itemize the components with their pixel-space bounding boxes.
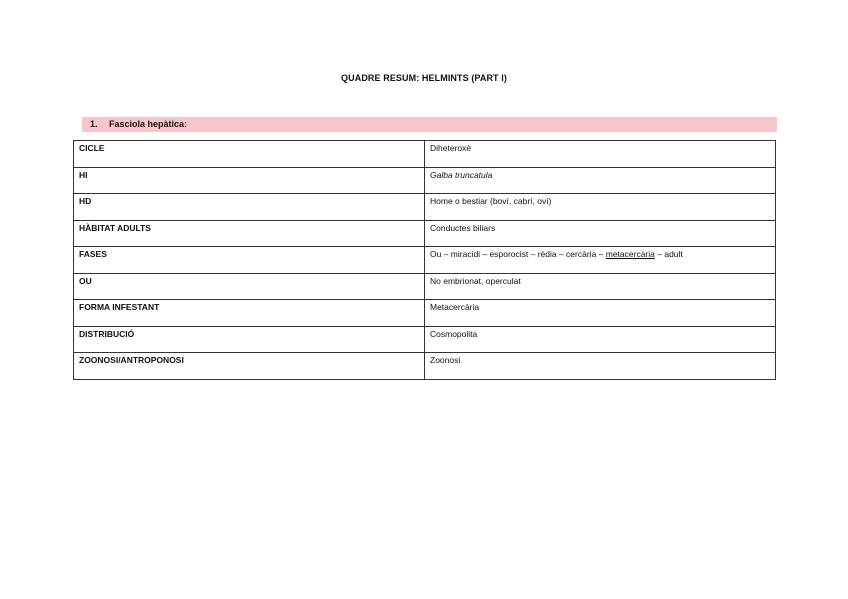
row-label-hi: HI — [74, 167, 425, 194]
table-row — [74, 167, 776, 194]
row-label-hd: HD — [74, 194, 425, 221]
row-value-zoonosi: Zoonosi — [425, 353, 776, 380]
row-label-distribucio: DISTRIBUCIÓ — [74, 326, 425, 353]
table-row — [74, 194, 776, 221]
row-value-forma-infestant: Metacercària — [425, 300, 776, 327]
table-row — [74, 273, 776, 300]
row-value-hi: Galba truncatula — [425, 167, 776, 194]
row-value-hd: Home o bestiar (boví, cabrí, oví) — [425, 194, 776, 221]
row-label-zoonosi: ZOONOSI/ANTROPONOSI — [74, 353, 425, 380]
fases-text-after: – adult — [654, 249, 683, 259]
section-title: Fasciola hepàtica: — [109, 119, 188, 129]
row-value-distribucio: Cosmopolita — [425, 326, 776, 353]
table-row — [74, 326, 776, 353]
row-value-habitat: Conductes biliars — [425, 220, 776, 247]
row-label-cicle: CICLE — [74, 141, 425, 168]
section-heading — [82, 117, 777, 132]
page-title: QUADRE RESUM: HELMINTS (PART I) — [341, 73, 507, 83]
summary-table — [73, 140, 776, 380]
row-value-ou: No embrionat, operculat — [425, 273, 776, 300]
table-row — [74, 300, 776, 327]
row-label-forma-infestant: FORMA INFESTANT — [74, 300, 425, 327]
row-label-ou: OU — [74, 273, 425, 300]
row-label-habitat: HÀBITAT ADULTS — [74, 220, 425, 247]
fases-text-before: Ou – miracidi – esporocist – rèdia – cercària – — [430, 249, 606, 259]
fases-text-underlined: metacercària — [605, 249, 655, 259]
row-value-cicle: Diheteroxè — [425, 141, 776, 168]
row-label-fases: FASES — [74, 247, 425, 274]
section-number: 1. — [90, 119, 98, 129]
row-value-fases — [425, 247, 776, 274]
table-row — [74, 353, 776, 380]
table-row — [74, 247, 776, 274]
table-row — [74, 220, 776, 247]
table-row — [74, 141, 776, 168]
